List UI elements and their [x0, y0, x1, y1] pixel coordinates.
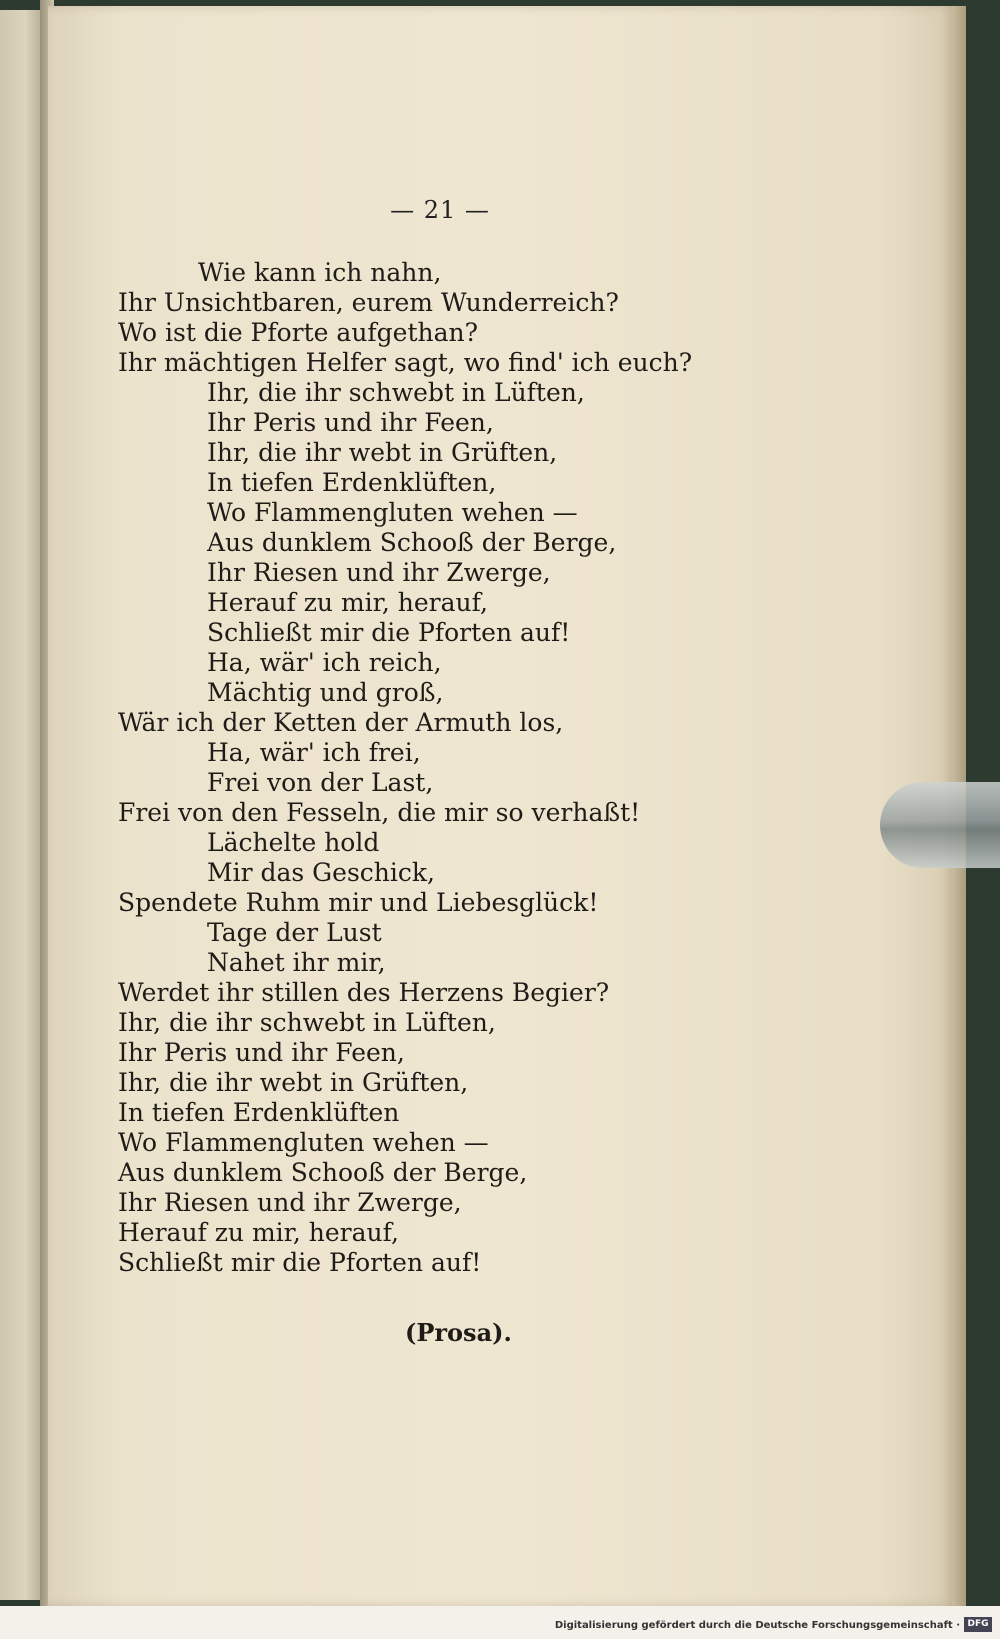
- poem-line: Nahet ihr mir,: [207, 948, 386, 977]
- poem-line: Ihr mächtigen Helfer sagt, wo find' ich euch?: [118, 348, 693, 377]
- poem-line: Ha, wär' ich frei,: [207, 738, 421, 767]
- poem-line: Wo ist die Pforte aufgethan?: [118, 318, 479, 347]
- poem-line: Aus dunklem Schooß der Berge,: [118, 1158, 528, 1187]
- poem-line: Wär ich der Ketten der Armuth los,: [118, 708, 564, 737]
- poem-line: Ihr, die ihr webt in Grüften,: [207, 438, 558, 467]
- poem-line: Wo Flammengluten wehen —: [118, 1128, 489, 1157]
- poem-line: Schließt mir die Pforten auf!: [207, 618, 571, 647]
- poem-line: Schließt mir die Pforten auf!: [118, 1248, 482, 1277]
- dfg-logo: DFG: [964, 1617, 992, 1632]
- poem-line: Frei von der Last,: [207, 768, 434, 797]
- poem-line: Ihr Unsichtbaren, eurem Wunderreich?: [118, 288, 619, 317]
- poem-line: Spendete Ruhm mir und Liebesglück!: [118, 888, 599, 917]
- poem-line: Aus dunklem Schooß der Berge,: [207, 528, 617, 557]
- poem-line: Ihr, die ihr webt in Grüften,: [118, 1068, 469, 1097]
- footer-credit: Digitalisierung gefördert durch die Deutsche Forschungsgemeinschaft ·: [554, 1620, 960, 1631]
- poem-line: In tiefen Erdenklüften,: [207, 468, 497, 497]
- poem-line: Ihr Riesen und ihr Zwerge,: [118, 1188, 462, 1217]
- poem-line: Ihr Peris und ihr Feen,: [207, 408, 494, 437]
- poem-line: Herauf zu mir, herauf,: [118, 1218, 399, 1247]
- poem-line: Tage der Lust: [207, 918, 382, 947]
- poem-line: Wie kann ich nahn,: [198, 258, 442, 287]
- page-number: — 21 —: [390, 196, 490, 224]
- poem-line: Ihr Riesen und ihr Zwerge,: [207, 558, 551, 587]
- poem-line: Mir das Geschick,: [207, 858, 435, 887]
- poem-line: In tiefen Erdenklüften: [118, 1098, 400, 1127]
- poem-line: Ihr Peris und ihr Feen,: [118, 1038, 405, 1067]
- poem-line: Mächtig und groß,: [207, 678, 444, 707]
- poem-line: Ihr, die ihr schwebt in Lüften,: [207, 378, 585, 407]
- poem-line: Ha, wär' ich reich,: [207, 648, 442, 677]
- stage-direction: (Prosa).: [405, 1318, 512, 1347]
- poem-line: Herauf zu mir, herauf,: [207, 588, 488, 617]
- poem-line: Frei von den Fesseln, die mir so verhaßt!: [118, 798, 641, 827]
- poem-line: Werdet ihr stillen des Herzens Begier?: [118, 978, 610, 1007]
- poem-line: Lächelte hold: [207, 828, 380, 857]
- page-clip: [880, 782, 1000, 868]
- poem-line: Ihr, die ihr schwebt in Lüften,: [118, 1008, 496, 1037]
- poem-line: Wo Flammengluten wehen —: [207, 498, 578, 527]
